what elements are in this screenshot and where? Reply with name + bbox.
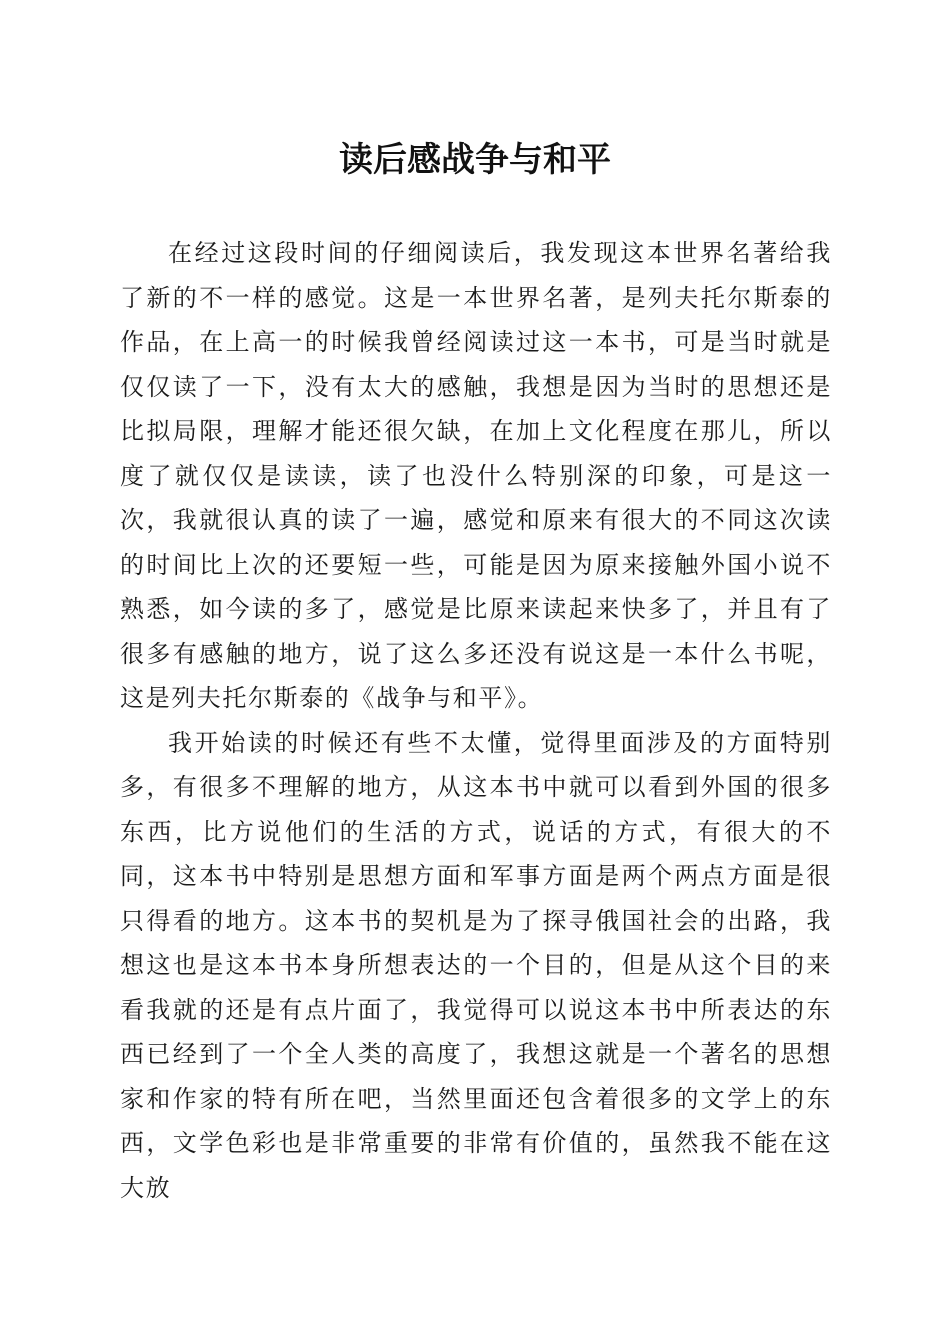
paragraph-2: 我开始读的时候还有些不太懂，觉得里面涉及的方面特别多，有很多不理解的地方，从这本书中就可以看到外国的很多东西，比方说他们的生活的方式，说话的方式，有很大的不同，这本书中特别是思想方面和军事方面是两个两点方面是很只得看的地方。这本书的契机是为了探寻俄国社会的出路，我想这也是这本书本身所想表达的一个目的，但是从这个目的来看我就的还是有点片面了，我觉得可以说这本书中所表达的东西已经到了一个全人类的高度了，我想这就是一个著名的思想家和作家的特有所在吧，当然里面还包含着很多的文学上的东西，文学色彩也是非常重要的非常有价值的，虽然我不能在这大放 — [120, 728, 832, 1202]
document-title: 读后感战争与和平 — [339, 140, 611, 180]
paragraph-1: 在经过这段时间的仔细阅读后，我发现这本世界名著给我了新的不一样的感觉。这是一本世界名著，是列夫托尔斯泰的作品，在上高一的时候我曾经阅读过这一本书，可是当时就是仅仅读了一下，没有太大的感触，我想是因为当时的思想还是比拟局限，理解才能还很欠缺，在加上文化程度在那儿，所以度了就仅仅是读读，读了也没什么特别深的印象，可是这一次，我就很认真的读了一遍，感觉和原来有很大的不同这次读的时间比上次的还要短一些，可能是因为原来接触外国小说不熟悉，如今读的多了，感觉是比原来读起来快多了，并且有了很多有感触的地方，说了这么多还没有说这是一本什么书呢，这是列夫托尔斯泰的《战争与和平》。 — [120, 239, 832, 712]
document-body — [120, 231, 832, 1210]
